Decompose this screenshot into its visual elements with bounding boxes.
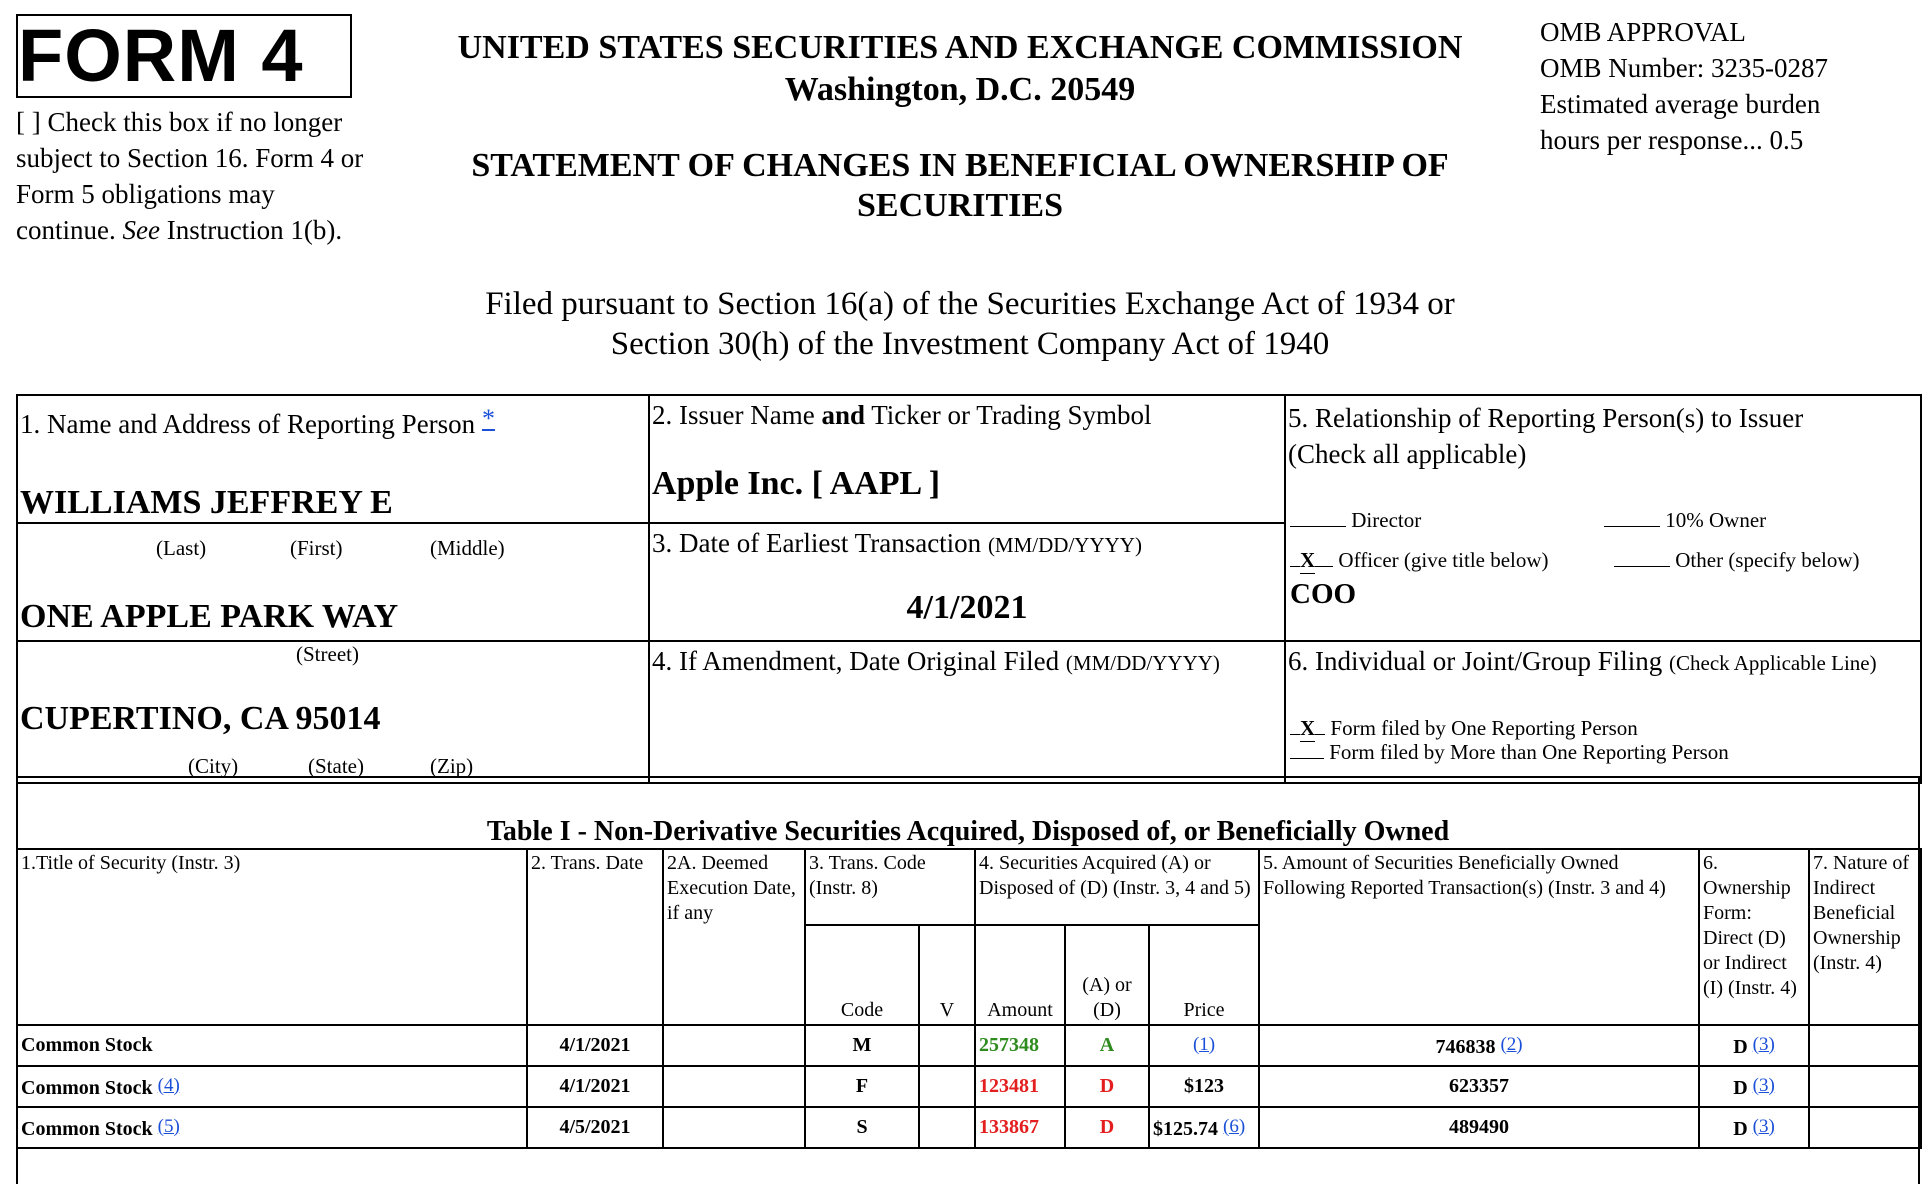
table-row: Common Stock 4/1/2021 M 257348 A (1) 746838 (2) D (3) <box>17 1025 1921 1066</box>
table1-header-row2: Code V Amount (A) or (D) Price <box>17 925 1921 1025</box>
footnote-link[interactable]: (3) <box>1752 1115 1775 1137</box>
footnote-link[interactable]: (4) <box>157 1074 180 1096</box>
box3-transaction-date: 3. Date of Earliest Transaction (MM/DD/YYYY) 4/1/2021 <box>649 523 1285 641</box>
footnote-link[interactable]: (5) <box>157 1115 180 1137</box>
asterisk-link[interactable]: * <box>481 404 495 433</box>
filed-pursuant: Filed pursuant to Section 16(a) of the Securities Exchange Act of 1934 or Section 30(h) of the Investment Company Act of 1940 <box>485 286 1455 362</box>
footnote-link[interactable]: (2) <box>1500 1033 1523 1055</box>
box1-name: 1. Name and Address of Reporting Person * WILLIAMS JEFFREY E <box>17 395 649 523</box>
omb-approval: OMB APPROVAL OMB Number: 3235-0287 Estimated average burden hours per response... 0.5 <box>1540 17 1828 155</box>
form-title: FORM 4 <box>18 14 304 97</box>
box6-filing: 6. Individual or Joint/Group Filing (Check Applicable Line) X Form filed by One Reporting Person Form filed by More than One Reporting Person <box>1285 641 1921 783</box>
table-row: Common Stock (5) 4/5/2021 S 133867 D $125.74 (6) 489490 D (3) <box>17 1107 1921 1148</box>
city-state-zip: CUPERTINO, CA 95014 <box>20 700 381 737</box>
officer-option[interactable]: Officer (give title below) <box>1338 548 1549 572</box>
officer-title: COO <box>1290 578 1357 610</box>
footnote-link[interactable]: (1) <box>1192 1033 1216 1055</box>
director-option[interactable]: Director <box>1351 508 1422 532</box>
other-option[interactable]: Other (specify below) <box>1675 548 1860 572</box>
agency-city: Washington, D.C. 20549 <box>784 71 1136 108</box>
reporting-info-grid <box>16 394 1922 784</box>
more-persons-option[interactable]: Form filed by More than One Reporting Person <box>1329 740 1729 764</box>
agency-name: UNITED STATES SECURITIES AND EXCHANGE COMMISSION <box>457 29 1463 66</box>
statement-title-line1: STATEMENT OF CHANGES IN BENEFICIAL OWNERSHIP OF <box>471 147 1449 184</box>
table1-header-row1: 1.Title of Security (Instr. 3) 2. Trans. Date 2A. Deemed Execution Date, if any 3. Trans. Code (Instr. 8) 4. Securities Acquired (A) or Disposed of (D) (Instr. 3, 4 and 5) 5. Amount of Securities Beneficially Owned Following Reported Transaction(s) (Instr. 3 and 4) 6. Ownership Form: Direct (D) or Indirect (I) (Instr. 4) 7. Nature of Indirect Beneficial Ownership (Instr. 4) <box>17 849 1921 925</box>
table1-title: Table I - Non-Derivative Securities Acquired, Disposed of, or Beneficially Owned <box>486 816 1450 847</box>
ten-percent-owner-option[interactable]: 10% Owner <box>1665 508 1767 532</box>
one-person-option[interactable]: Form filed by One Reporting Person <box>1330 716 1638 740</box>
table1 <box>16 848 1922 1149</box>
earliest-transaction-date: 4/1/2021 <box>906 589 1028 626</box>
box1-address-street: (Last) (First) (Middle) ONE APPLE PARK WAY <box>17 523 649 641</box>
issuer-name: Apple Inc. [ AAPL ] <box>652 465 941 502</box>
box1-address-city: (Street) CUPERTINO, CA 95014 (City) (State) (Zip) <box>17 641 649 783</box>
statement-title-line2: SECURITIES <box>857 187 1063 224</box>
footnote-link[interactable]: (6) <box>1223 1115 1246 1137</box>
footnote-link[interactable]: (3) <box>1752 1074 1775 1096</box>
box5-relationship: 5. Relationship of Reporting Person(s) to Issuer (Check all applicable) Director 10% Owner X Officer (give title below) Other (specify below) COO <box>1285 395 1921 641</box>
box4-amendment: 4. If Amendment, Date Original Filed (MM/DD/YYYY) <box>649 641 1285 783</box>
check-box-note: [ ] Check this box if no longer subject to Section 16. Form 4 or Form 5 obligations may continue. See Instruction 1(b). <box>16 107 364 245</box>
box2-issuer: 2. Issuer Name and Ticker or Trading Symbol Apple Inc. [ AAPL ] <box>649 395 1285 523</box>
reporting-person-name: WILLIAMS JEFFREY E <box>20 484 393 521</box>
footnote-link[interactable]: (3) <box>1752 1033 1775 1055</box>
table-row: Common Stock (4) 4/1/2021 F 123481 D $123 623357 D (3) <box>17 1066 1921 1107</box>
street-address: ONE APPLE PARK WAY <box>20 598 399 635</box>
